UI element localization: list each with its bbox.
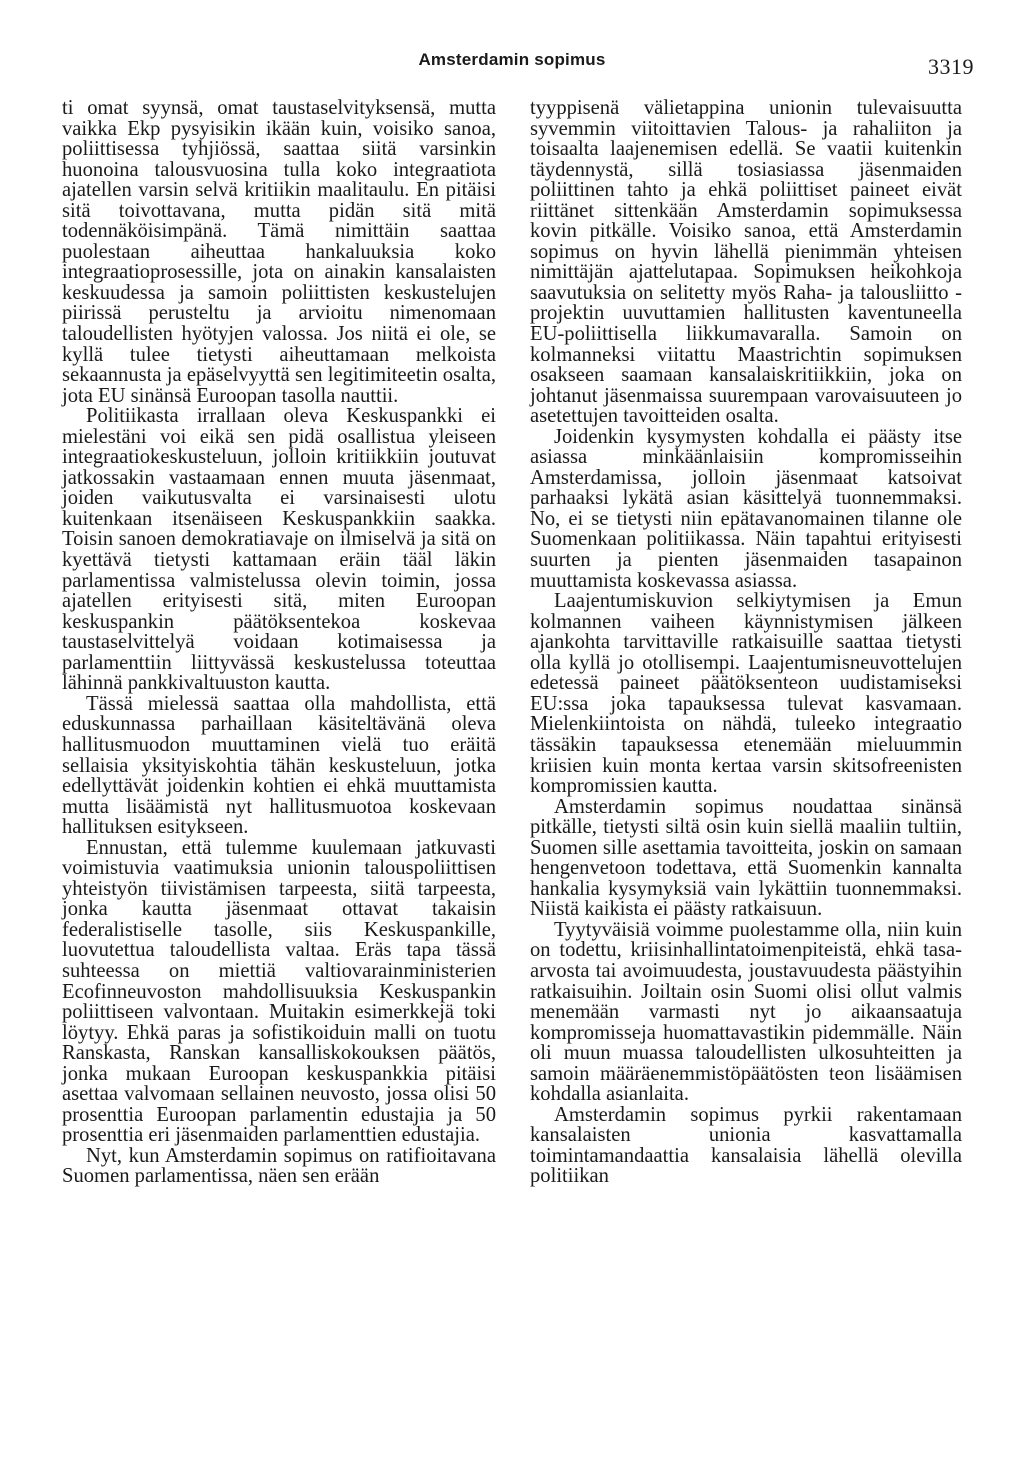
- left-column: [62, 98, 496, 1187]
- paragraph: Amsterdamin sopimus noudattaa sinänsä pitkälle, tietysti siltä osin kuin siellä maaliin tultiin, Suomen sille asettamia tavoitteita, joskin on samaan hengenvetoon todettava, että Suomenkin kannalta hankalia kysymyksiä vain lykättiin tuonnemmaksi. Niistä kaikista ei päästy ratkaisuun.: [530, 795, 962, 921]
- paragraph: Tässä mielessä saattaa olla mahdollista, että eduskunnassa parhaillaan käsiteltävänä oleva hallitusmuodon muuttaminen vielä tuo eräitä sellaisia yksityiskohtia tähän keskusteluun, jotka edellyttävät joidenkin kohtien ei ehkä muuttamista mutta lisäämistä nyt hallitusmuotoa koskevaan hallituksen esitykseen.: [62, 692, 496, 839]
- paragraph: Politiikasta irrallaan oleva Keskuspankki ei mielestäni voi eikä sen pidä osallistua yleiseen integraatiokeskusteluun, jolloin kritiikkiin joutuvat jatkossakin vastaamaan ennen muuta jäsenmaat, joiden vaikutusvalta ei varsinaisesti ulotu kuitenkaan itsenäiseen Keskuspankkiin saakka. Toisin sanoen demokratiavaje on ilmiselvä ja sitä on kyettävä tietysti kattamaan eräin tääl läkin parlamentissa valmistelussa olevin toimin, jossa ajatellen erityisesti sitä, miten Euroopan keskuspankin päätöksentekoa koskevaa taustaselvittelyä voidaan kotimaisessa ja parlamenttiin liittyvässä keskustelussa toteuttaa lähinnä pankkivaltuuston kautta.: [62, 405, 496, 695]
- right-column: [530, 98, 962, 1187]
- page-header: [0, 50, 1024, 80]
- paragraph: Amsterdamin sopimus pyrkii rakentamaan kansalaisten unionia kasvattamalla toimintamandaattia kansalaisia lähellä olevilla politiikan: [530, 1103, 962, 1188]
- paragraph: tyyppisenä välietappina unionin tulevaisuutta syvemmin viitoittavien Talous- ja rahaliiton ja toisaalta laajenemisen edellä. Se vaatii kuitenkin täydennystä, sillä tosiasiassa jäsenmaiden poliittinen tahto ja ehkä poliittiset paineet eivät riittänet sittenkään Amsterdamin sopimuksessa kovin pitkälle. Voisiko sanoa, että Amsterdamin sopimus on hyvin lähellä pienimmän yhteisen nimittäjän ajattelutapaa. Sopimuksen heikohkoja saavutuksia on selitetty myös Raha- ja talousliitto -projektin uuvuttamien hallitusten kaventuneella EU-poliittisella liikkumavaralla. Samoin on kolmanneksi viitattu Maastrichtin sopimuksen osakseen saamaan kansalaiskritiikkiin, joka on johtanut jäsenmaissa suurempaan varovaisuuteen jo asetettujen tavoitteiden osalta.: [530, 97, 962, 428]
- paragraph: ti omat syynsä, omat taustaselvityksensä, mutta vaikka Ekp pysyisikin ikään kuin, voisiko sanoa, poliittisessa tyhjiössä, saattaa siitä varsinkin huonoina talousvuosina tulla koko integraatiota ajatellen varsin selvä kritiikin maalitaulu. En pitäisi sitä toivottavana, mutta pidän sitä mitä todennäköisimpänä. Tämä nimittäin saattaa puolestaan aiheuttaa hankaluuksia koko integraatioprosessille, jota on ainakin kansalaisten keskuudessa ja samoin poliittisten keskustelujen piirissä perusteltu ja arvioitu nimenomaan taloudellisten hyötyjen valossa. Jos niitä ei ole, se kyllä tulee tietysti aiheuttamaan melkoista sekaannusta ja epäselvyyttä sen legitimiteetin osalta, jota EU sinänsä Euroopan tasolla nauttii.: [62, 97, 496, 407]
- paragraph: Tyytyväisiä voimme puolestamme olla, niin kuin on todettu, kriisinhallintatoimenpiteistä, ehkä tasa-arvosta tai avoimuudesta, joustavuudesta päästyihin ratkaisuihin. Joiltain osin Suomi olisi ollut valmis menemään varmasti nyt jo aikaansaatuja kompromisseja huomattavastikin pidemmälle. Näin oli muun muassa taloudellisten ulkosuhteitten ja samoin määräenemmistöpäätösten teon lisäämisen kohdalla asianlaita.: [530, 918, 962, 1106]
- paragraph: Nyt, kun Amsterdamin sopimus on ratifioitavana Suomen parlamentissa, näen sen erään: [62, 1144, 496, 1188]
- paragraph: Laajentumiskuvion selkiytymisen ja Emun kolmannen vaiheen käynnistymisen jälkeen ajankohta tarvittaville ratkaisuille saattaa tietysti olla kyllä jo otollisempi. Laajentumisneuvottelujen edetessä paineet päätöksenteon uudistamiseksi EU:ssa joka tapauksessa tulevat kasvamaan. Mielenkiintoista on nähdä, tuleeko integraatio tässäkin tapauksessa etenemään mieluummin kriisien kuin monta kertaa varsin skitsofreenisten kompromissien kautta.: [530, 590, 962, 798]
- paragraph: Joidenkin kysymysten kohdalla ei päästy itse asiassa minkäänlaisiin kompromisseihin Amsterdamissa, jolloin jäsenmaat katsoivat parhaaksi lykätä asian käsittelyä tuonnemmaksi. No, ei se tietysti niin epätavanomainen tilanne ole Suomenkaan politiikassa. Näin tapahtui erityisesti suurten ja pienten jäsenmaiden tasapainon muuttamista koskevassa asiassa.: [530, 425, 962, 592]
- page-number: 3319: [928, 54, 974, 79]
- running-title: Amsterdamin sopimus: [418, 50, 606, 69]
- paragraph: Ennustan, että tulemme kuulemaan jatkuvasti voimistuvia vaatimuksia unionin talouspoliittisen yhteistyön tiivistämisen tarpeesta, siitä tarpeesta, jonka kautta jäsenmaat ottavat takaisin federalistiselle tasolle, siis Keskuspankille, luovutettua taloudellista valtaa. Eräs tapa tässä suhteessa on miettiä valtiovarainministerien Ecofinneuvoston mahdollisuuksia Keskuspankin poliittiseen valvontaan. Muitakin esimerkkejä toki löytyy. Ehkä paras ja sofistikoiduin malli on tuotu Ranskasta, Ranskan kansalliskokouksen päätös, jonka mukaan Euroopan keskuspankkia pitäisi asettaa valvomaan sellainen neuvosto, jossa olisi 50 prosenttia Euroopan parlamentin edustajia ja 50 prosenttia eri jäsenmaiden parlamenttien edustajia.: [62, 836, 496, 1147]
